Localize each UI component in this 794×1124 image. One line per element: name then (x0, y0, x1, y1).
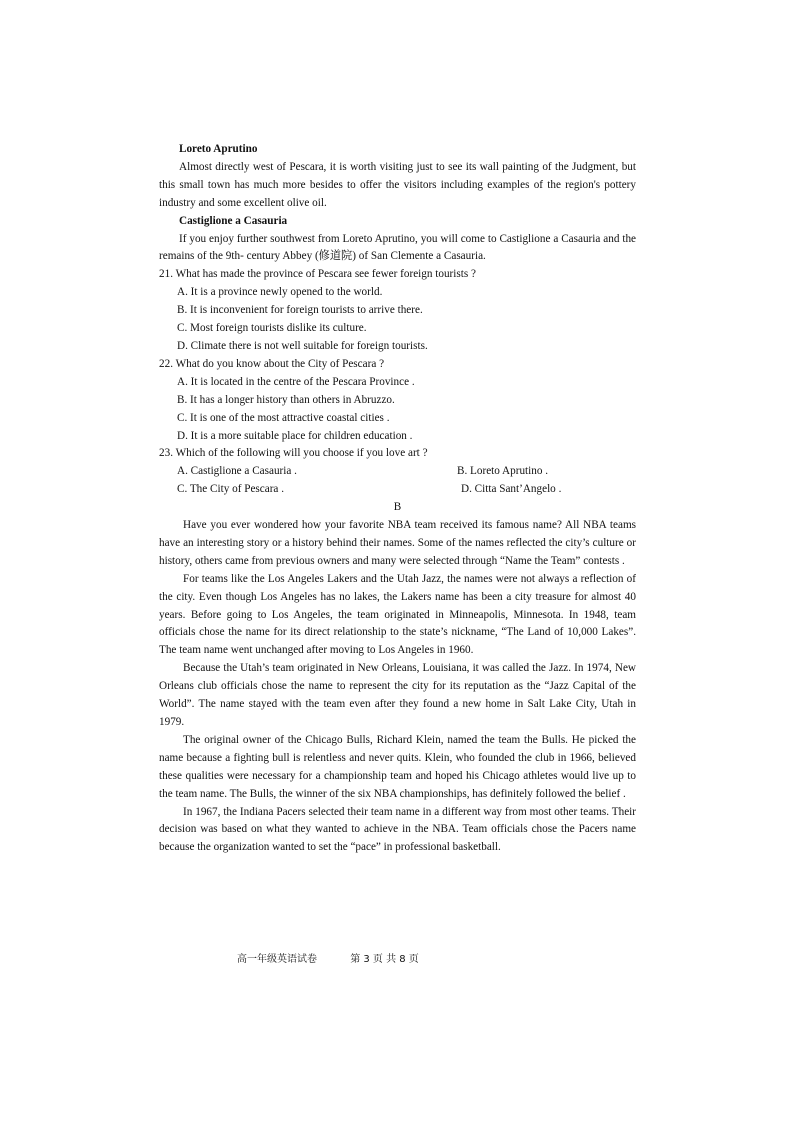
question-22-option-a: A. It is located in the centre of the Pescara Province . (177, 375, 415, 388)
question-23-options-row-2 (159, 481, 636, 499)
question-22-option-d: D. It is a more suitable place for children education . (177, 429, 413, 442)
question-22: 22. What do you know about the City of Pescara ? (159, 357, 385, 370)
question-23-option-a: A. Castiglione a Casauria . (177, 465, 297, 478)
section-heading-castiglione: Castiglione a Casauria (179, 214, 288, 227)
section-heading-loreto-aprutino: Loreto Aprutino (179, 143, 258, 155)
page-footer (237, 950, 419, 965)
page-content (159, 141, 636, 857)
question-21-option-a: A. It is a province newly opened to the world. (177, 286, 383, 299)
question-21-option-c: C. Most foreign tourists dislike its culture. (177, 322, 367, 335)
paragraph-loreto-aprutino: Almost directly west of Pescara, it is worth visiting just to see its wall painting of the Judgment, but this small town has much more besides to offer the visitors including examples of the region's pottery industry and some excellent olive oil. (159, 160, 636, 209)
footer-page-info: 第 3 页 共 8 页 (350, 954, 419, 965)
passage-b-paragraph-1: Have you ever wondered how your favorite NBA team received its famous name? All NBA teams have an interesting story or a history behind their names. Some of the names reflected the city’s culture or history, others came from previous owners and many were selected through “Name the Team” contests . (159, 519, 636, 567)
passage-b-label: B (393, 501, 402, 514)
passage-b-paragraph-2: For teams like the Los Angeles Lakers and the Utah Jazz, the names were not always a reflection of the city. Even though Los Angeles has no lakes, the Lakers name has been a city treasure for almost 40 years. Before going to Los Angeles, the team originated in Minneapolis, Minnesota. In 1948, team officials chose the name for its direct relationship to the state’s nickname, “The Land of 10,000 Lakes”. The team name went unchanged after moving to Los Angeles in 1960. (159, 572, 636, 657)
question-21: 21. What has made the province of Pescara see fewer foreign tourists ? (159, 268, 476, 281)
question-21-option-b: B. It is inconvenient for foreign tourists to arrive there. (177, 304, 423, 317)
passage-b-paragraph-5: In 1967, the Indiana Pacers selected their team name in a different way from most other teams. Their decision was based on what they wanted to achieve in the NBA. Team officials chose the Pacers name because the organization wanted to set the “pace” in professional basketball. (159, 805, 636, 854)
question-23-option-d: D. Citta Sant’Angelo . (461, 483, 562, 496)
question-22-option-c: C. It is one of the most attractive coastal cities . (177, 411, 390, 424)
question-23-options-row-1 (159, 463, 636, 481)
question-21-option-d: D. Climate there is not well suitable for foreign tourists. (177, 339, 428, 352)
question-23-option-c: C. The City of Pescara . (177, 483, 284, 496)
question-22-option-b: B. It has a longer history than others in Abruzzo. (177, 393, 395, 406)
passage-b-paragraph-4: The original owner of the Chicago Bulls, Richard Klein, named the team the Bulls. He picked the name because a fighting bull is relentless and never quits. Klein, who founded the club in 1966, believed these qualities were necessary for a championship team and hoped his Chicago athletes would live up to the team name. The Bulls, the winner of the six NBA championships, has definitely followed the belief . (159, 733, 636, 800)
question-23: 23. Which of the following will you choose if you love art ? (159, 447, 428, 460)
passage-b-paragraph-3: Because the Utah’s team originated in New Orleans, Louisiana, it was called the Jazz. In 1974, New Orleans club officials chose the name to represent the city for its reputation as the “Jazz Capital of the World”. The name stayed with the team even after they found a new home in Salt Lake City, Utah in 1979. (159, 662, 636, 728)
question-23-option-b: B. Loreto Aprutino . (457, 465, 549, 478)
paragraph-castiglione: If you enjoy further southwest from Loreto Aprutino, you will come to Castiglione a Casauria and the remains of the 9th- century Abbey (修道院) of San Clemente a Casauria. (159, 232, 636, 263)
footer-exam-title: 高一年级英语试卷 (237, 954, 317, 965)
